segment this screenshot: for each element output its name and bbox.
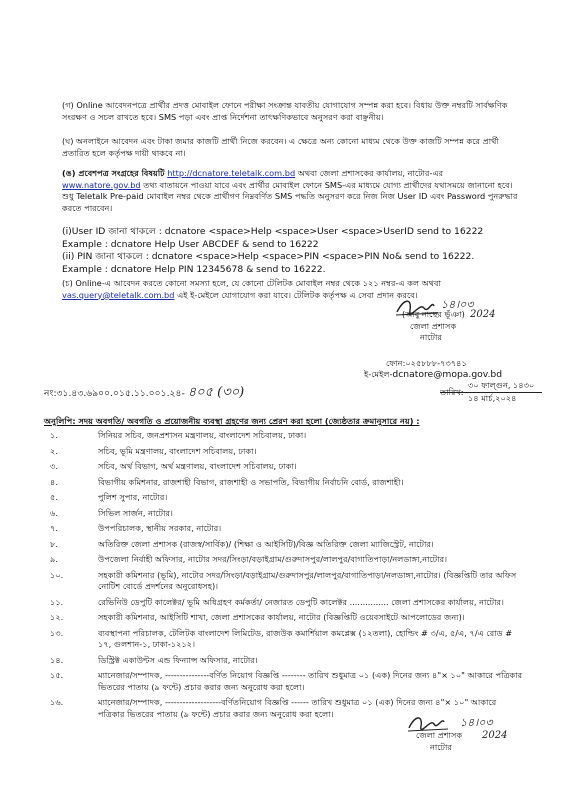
list-item: ১৫. ম্যানেজার/সম্পাদক, ---------------বর্ণিত নিয়োগ বিজ্ঞপ্তি -------- তারিখ শুধুমাত্র ০১ (এক) দিনের জন্য ৪"× ১০" আকারে পত্রিকার ভিতরের পাতায় (৯ ফন্টে) প্রচার করার জন্য অনুরোধ করা হলো।: [50, 670, 523, 692]
instruction-uma: [62, 168, 524, 214]
list-item: ১. সিনিয়র সচিব, জনপ্রশাসন মন্ত্রণালয়, বাংলাদেশ সচিবালয়, ঢাকা।: [50, 430, 307, 440]
bottom-signatory-block: [416, 730, 496, 753]
memo-date-label: তারিখ:: [440, 386, 464, 397]
instruction-ga-text: (গ) Online আবেদনপত্রে প্রার্থীর প্রদত্ত মোবাইল ফোনে পরীক্ষা সংক্রান্ত যাবতীয় যোগাযোগ সম্পন্ন করা হবে। বিধায় উক্ত নম্বরটি সার্বক্ষণিক সংরক্ষণ ও সচল রাখতে হবে। SMS পড়া এবং প্রাপ্ত নির্দেশনা তাৎক্ষণিকভাবে অনুসরণ করা বাঞ্ছনীয়।: [62, 100, 508, 122]
signatory-email-address: dcnatore@mopa.gov.bd: [392, 369, 503, 380]
list-item: ৫. পুলিশ সুপার, নাটোর।: [50, 492, 168, 502]
signatory-name: (আবু নাছের ভূঁঞা): [402, 309, 465, 319]
memo-handwritten-number: ৪০৫ (৩০): [187, 385, 245, 400]
instruction-cha-rest: এই ই-মেইলে যোগাযোগ করা যাবে। টেলিটক কর্তৃপক্ষ এ সেবা প্রদান করবে।: [177, 289, 418, 300]
bottom-signature-date: ১৪।০৩: [460, 716, 493, 729]
list-item: ৪. বিভাগীয় কমিশনার, রাজশাহী বিভাগ, রাজশাহী ও সভাপতি, বিভাগীয় নির্বাচনি বোর্ড, রাজশাহী।: [50, 476, 404, 487]
teletalk-email-link[interactable]: vas.query@teletalk.com.bd: [62, 289, 175, 300]
distribution-list: [44, 430, 524, 724]
bottom-signature-year: 2024: [482, 730, 508, 741]
signatory-block: [402, 309, 522, 344]
instruction-gha: [62, 136, 524, 159]
sms-userid-line: (i)User ID জানা থাকলে : dcnatore <space>Help <space>User <space>UserID send to 16222: [62, 226, 484, 237]
sms-pin-example: Example : dcnatore Help PIN 12345678 & send to 16222.: [62, 263, 326, 275]
list-item: ১৪. ডিস্ট্রিক্ট একাউন্টস এন্ড ফিন্যান্স অফিসার, নাটোর।: [50, 654, 258, 665]
distribution-heading: অনুলিপি: সদয় অবগতি/ অবগতি ও প্রয়োজনীয় ব্যবস্থা গ্রহণের জন্য প্রেরণ করা হলো (জ্যেষ্ঠতার ক্রমানুসারে নয়) :: [44, 416, 420, 426]
instruction-uma-lead: (ঙ) প্রবেশপত্র সংগ্রহের বিষয়টি: [62, 168, 165, 178]
natore-portal-link[interactable]: www.natore.gov.bd: [62, 179, 141, 190]
instruction-cha-text: (চ) Online-এ আবেদন করতে কোনো সমস্যা হলে, যে কোনো টেলিটক মোবাইল নম্বর থেকে ১২১ নম্বর-এ কল অথবা: [62, 278, 441, 288]
memo-date-english: ১৪ মার্চ,২০২৪: [468, 392, 517, 403]
instruction-gha-text: (ঘ) অনলাইনে আবেদন এবং টাকা জমার কাজটি প্রার্থী নিজে করবেন। এ ক্ষেত্রে অন্য কোনো মাধ্যম থেকে উক্ত কাজটি সম্পন্ন করে প্রার্থী প্রতারিত হলে কর্তৃপক্ষ দায়ী থাকবে না।: [62, 136, 499, 158]
signatory-email: ই-মেইল-dcnatore@mopa.gov.bd: [364, 369, 503, 380]
instruction-uma-rest: তথ্য বাতায়নে পাওয়া যাবে এবং প্রার্থীর মোবাইল ফোনে SMS-এর মাধ্যমে যোগ্য প্রার্থীদের যথাসময়ে জানানো হবে। শুধু Teletalk Pre-paid মোবাইল নম্বর থেকে প্রার্থীগণ নিম্নবর্ণিত SMS পদ্ধতি অনুসরণ করে নিজ নিজ User ID এবং Password পুনরুদ্ধার করতে পারবেন।: [62, 179, 518, 213]
memo-date: [440, 380, 560, 404]
instruction-ga: [62, 100, 524, 123]
signatory-phone: ফোন:০২৫৮৮৮-৭৩৭৪১: [386, 358, 467, 368]
memo-number: নং:৩১.৪৩.৬৯০০.০১৫.১১.০০১.২৪- ৪০৫ (৩০): [44, 385, 245, 400]
memo-date-bangla: ৩০ ফাল্গুন, ১৪৩০: [440, 380, 542, 393]
list-item: ৬. সিভিল সার্জন, নাটোর।: [50, 507, 173, 518]
bottom-signatory-place: নাটোর: [430, 741, 452, 752]
list-item: ১০. সহকারী কমিশনার (ভূমি), নাটোর সদর/সিংড়া/বড়াইগ্রাম/গুরুদাসপুর/লালপুর/বাগাতিপাড়া/নলডাঙ্গা,নাটোর। (বিজ্ঞপ্তিটি তার অফিস নোটিশ বোর্ডে প্রদর্শনের অনুরোধসহ)।: [50, 569, 517, 591]
sms-instructions: [62, 226, 532, 276]
list-item: ৩. সচিব, অর্থ বিভাগ, অর্থ মন্ত্রণালয়, বাংলাদেশ সচিবালয়, ঢাকা।: [50, 461, 297, 471]
sms-userid-example: Example : dcnatore Help User ABCDEF & send to 16222: [62, 238, 319, 250]
signatory-place: নাটোর: [420, 332, 442, 342]
signature-year: 2024: [470, 309, 496, 320]
signatory-title: জেলা প্রশাসক: [410, 320, 457, 331]
list-item: ১২. সহকারী কমিশনার, আইসিটি শাখা, জেলা প্রশাসকের কার্যালয়, নাটোর (বিজ্ঞপ্তিটি ওয়েবসাইটে আপলোডের জন্য)।: [50, 612, 465, 622]
list-item: ২. সচিব, ভূমি মন্ত্রণালয়, বাংলাদেশ সচিবালয়, ঢাকা।: [50, 445, 257, 456]
list-item: ৮. অতিরিক্ত জেলা প্রশাসক (রাজস্ব/সার্বিক)/ (শিক্ষা ও আইসিটি)/বিজ্ঞ অতিরিক্ত জেলা ম্যাজিস্ট্রেট, নাটোর।: [50, 538, 434, 549]
sms-pin-line: (ii) PIN জানা থাকলে : dcnatore <space>Help <space>PIN <space>PIN No& send to 16222.: [62, 251, 475, 262]
list-item: ৭. উপপরিচালক, স্থানীয় সরকার, নাটোর।: [50, 523, 222, 533]
bottom-signatory-title: জেলা প্রশাসক: [416, 730, 463, 740]
list-item: ১১. রেভিনিউ ডেপুটি কালেক্টর/ ভূমি অধিগ্রহণ কর্মকর্তা/ নেজারত ডেপুটি কালেক্টর ............... জেলা প্রশাসকের কার্যালয়, নাটোর।: [50, 596, 504, 607]
admit-card-link[interactable]: http://dcnatore.teletalk.com.bd: [167, 168, 296, 178]
signature-date: ১৪।০৩: [441, 298, 474, 311]
list-item: ১৬. ম্যানেজার/সম্পাদক, -------------------বর্ণিতনিয়োগ বিজ্ঞপ্তি ------ তারিখ শুধুমাত্র ০১ (এক) দিনের জন্য ৪"× ১০" আকারে পত্রিকার ভিতরের পাতায় (৯ ফন্টে) প্রচার করার জন্য অনুরোধ করা হলো।: [50, 697, 497, 719]
list-item: ১৩. ব্যবস্থাপনা পরিচালক, টেলিটক বাংলাদেশ লিমিটেড, রাজউক কমার্শিয়াল কমপ্লেক্স (১২তলা), হোল্ডিং # ৩/এ, ৫/এ, ৭/এ রোড # ১৭, গুলশান-১, ঢাকা-১২১২।: [50, 627, 513, 649]
instruction-uma-mid: অথবা জেলা প্রশাসকের কার্যালয়, নাটোর-এর: [297, 168, 444, 178]
list-item: ৯. উপজেলা নির্বাহী অফিসার, নাটোর সদর/সিংড়া/বড়াইগ্রাম/গুরুদাসপুর/লালপুর/বাগাতিপাড়া/নলডাঙ্গা,নাটোর।: [50, 554, 448, 564]
